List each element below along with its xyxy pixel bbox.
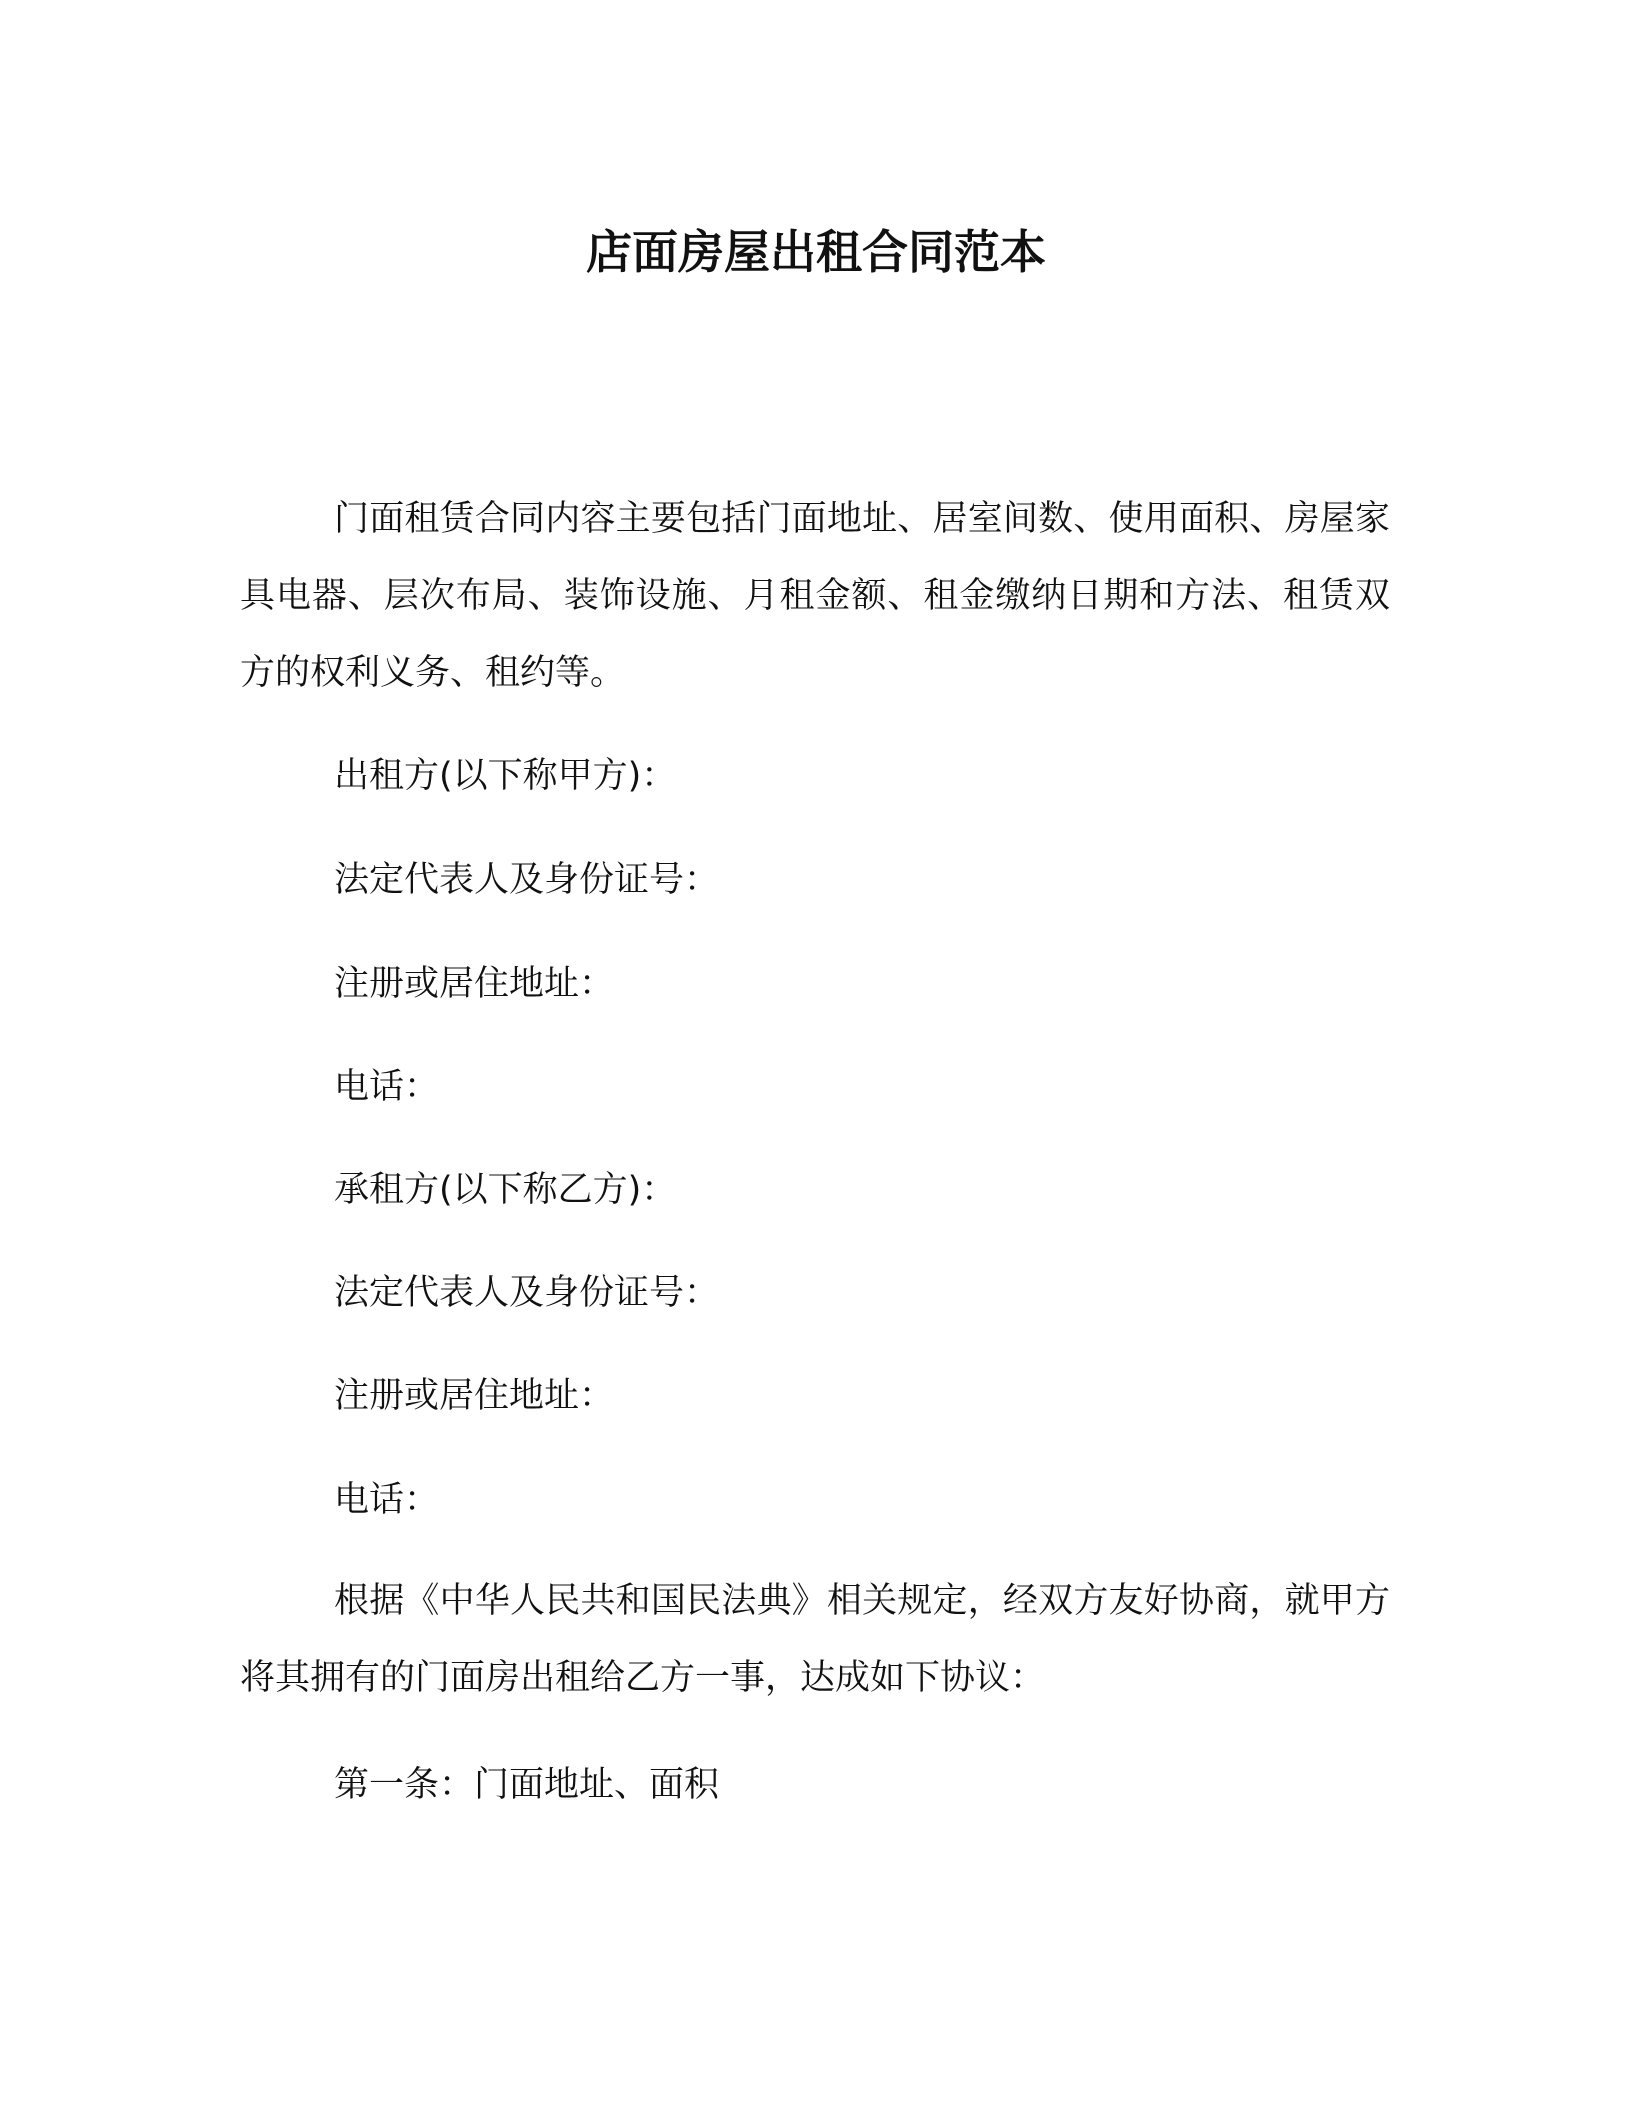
lessee-phone-field: 电话： (334, 1480, 440, 1520)
lessee-heading: 承租方(以下称乙方)： (334, 1170, 677, 1210)
lessee-address-field: 注册或居住地址： (334, 1376, 615, 1416)
article-1-heading: 第一条：门面地址、面积 (334, 1765, 720, 1805)
document-title: 店面房屋出租合同范本 (586, 225, 1046, 279)
agreement-paragraph: 根据《中华人民共和国民法典》相关规定，经双方友好协商，就甲方将其拥有的门面房出租给乙方一事，达成如下协议： (240, 1581, 1390, 1698)
lessee-representative-field: 法定代表人及身份证号： (334, 1273, 720, 1313)
lessor-phone-field: 电话： (334, 1067, 440, 1107)
lessor-representative-field: 法定代表人及身份证号： (334, 860, 720, 900)
lessor-address-field: 注册或居住地址： (334, 964, 615, 1004)
lessor-heading: 出租方(以下称甲方)： (334, 756, 677, 796)
intro-paragraph: 门面租赁合同内容主要包括门面地址、居室间数、使用面积、房屋家具电器、层次布局、装饰设施、月租金额、租金缴纳日期和方法、租赁双方的权利义务、租约等。 (240, 499, 1390, 693)
